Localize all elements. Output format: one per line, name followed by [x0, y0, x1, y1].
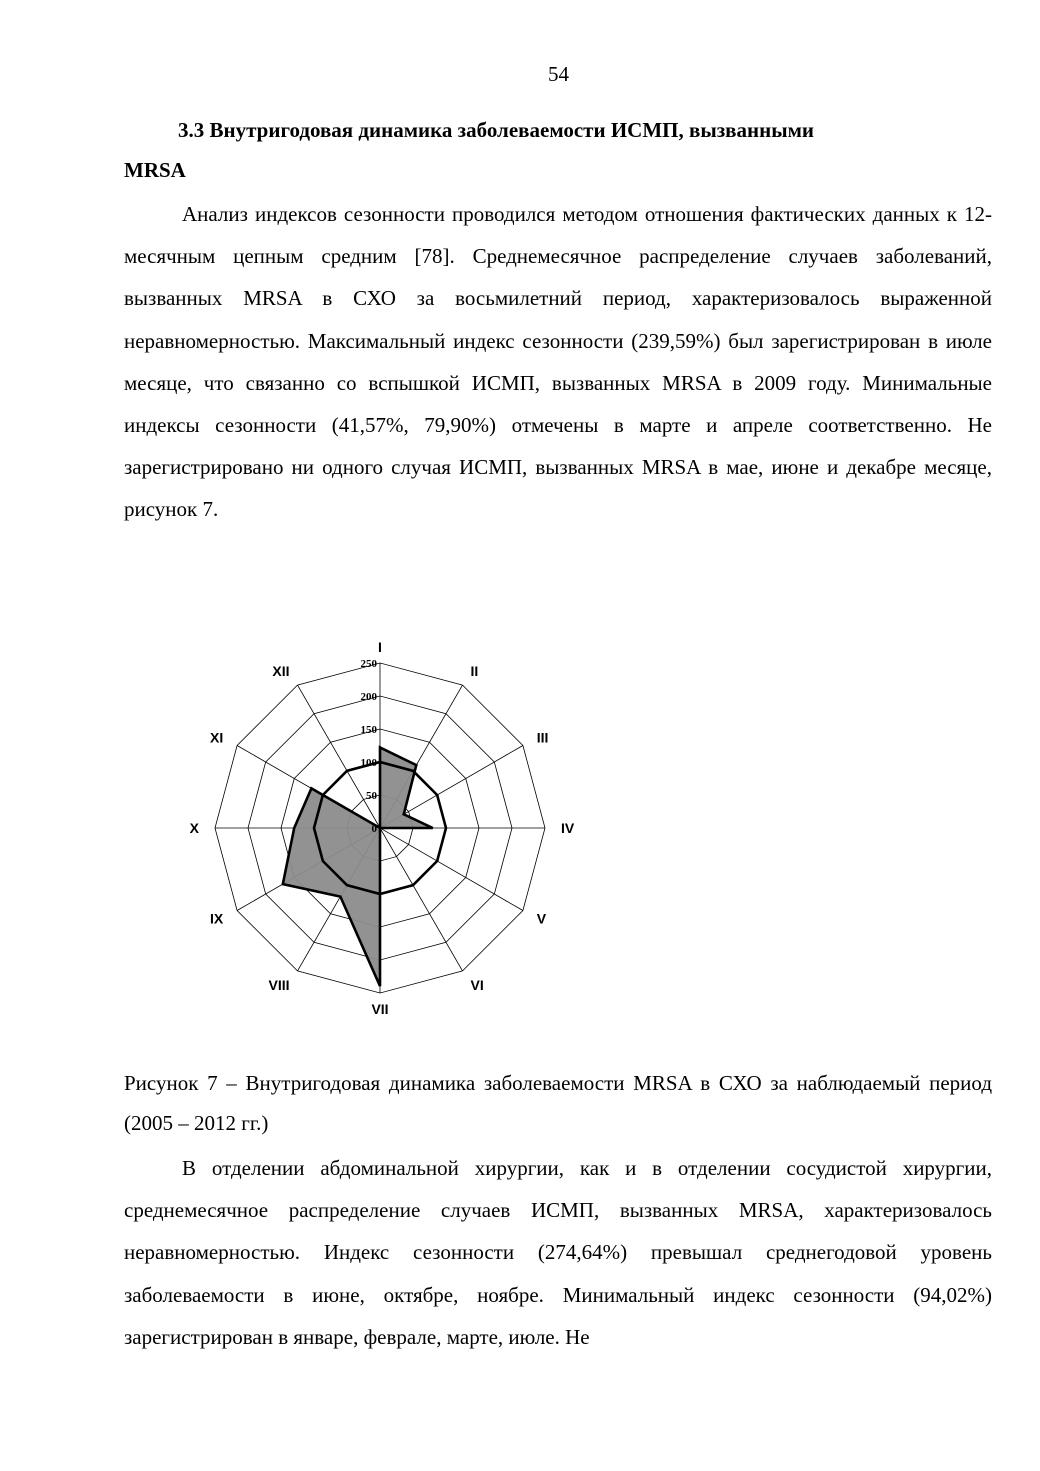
tick-label-3: 150: [360, 724, 377, 736]
axis-label-VIII: VIII: [268, 976, 290, 993]
axis-label-II: II: [470, 663, 479, 680]
axis-label-III: III: [536, 729, 549, 746]
tick-label-2: 100: [360, 757, 377, 769]
paragraph-1: Анализ индексов сезонности проводился методом отношения фактических данных к 12-месячным цепным средним [78]. Среднемесячное распределение случаев заболеваний, вызванных MRSA в СХО за восьмилетний период, характеризовалось выраженной неравномерностью. Максимальный индекс сезонности (239,59%) был зарегистрирован в июле месяце, что связанно со вспышкой ИСМП, вызванных MRSA в 2009 году. Минимальные индексы сезонности (41,57%, 79,90%) отмечены в марте и апреле соответственно. Не зарегистрировано ни одного случая ИСМП, вызванных MRSA в мае, июне и декабре месяце, рисунок 7.: [124, 202, 992, 522]
section-heading: [124, 110, 992, 190]
paragraph-2: В отделении абдоминальной хирургии, как и в отделении сосудистой хирургии, среднемесячное распределение случаев ИСМП, вызванных MRSA, характеризовалось неравномерностью. Индекс сезонности (274,64%) превышал среднегодовой уровень заболеваемости в июне, октябре, ноябре. Минимальный индекс сезонности (94,02%) зарегистрирован в январе, феврале, марте, июле. Не: [124, 1156, 992, 1349]
page-number: 54: [548, 62, 569, 86]
section-heading-line2: MRSA: [124, 158, 186, 182]
axis-label-IV: IV: [561, 820, 575, 836]
figure-caption: Рисунок 7 – Внутригодовая динамика заболеваемости MRSA в СХО за наблюдаемый период (2005 – 2012 гг.): [124, 1071, 992, 1135]
axis-label-IX: IX: [210, 910, 224, 927]
tick-label-4: 200: [360, 691, 377, 703]
series-0: [283, 747, 433, 986]
tick-label-5: 250: [360, 658, 377, 670]
axis-label-I: I: [378, 639, 382, 655]
axis-label-XI: XI: [210, 729, 224, 746]
grid-spoke-4: [380, 828, 523, 911]
radar-series: [283, 747, 446, 986]
section-heading-line1: 3.3 Внутригодовая динамика заболеваемости ИСМП, вызванными: [178, 118, 815, 142]
axis-label-VII: VII: [371, 1001, 389, 1017]
axis-label-XII: XII: [272, 663, 290, 680]
tick-label-1: 50: [366, 790, 377, 802]
axis-label-V: V: [536, 910, 547, 927]
axis-label-X: X: [190, 820, 199, 836]
radar-chart: [190, 628, 580, 1028]
grid-spoke-5: [380, 828, 463, 971]
tick-label-0: 0: [371, 823, 377, 835]
axis-label-VI: VI: [470, 976, 484, 993]
